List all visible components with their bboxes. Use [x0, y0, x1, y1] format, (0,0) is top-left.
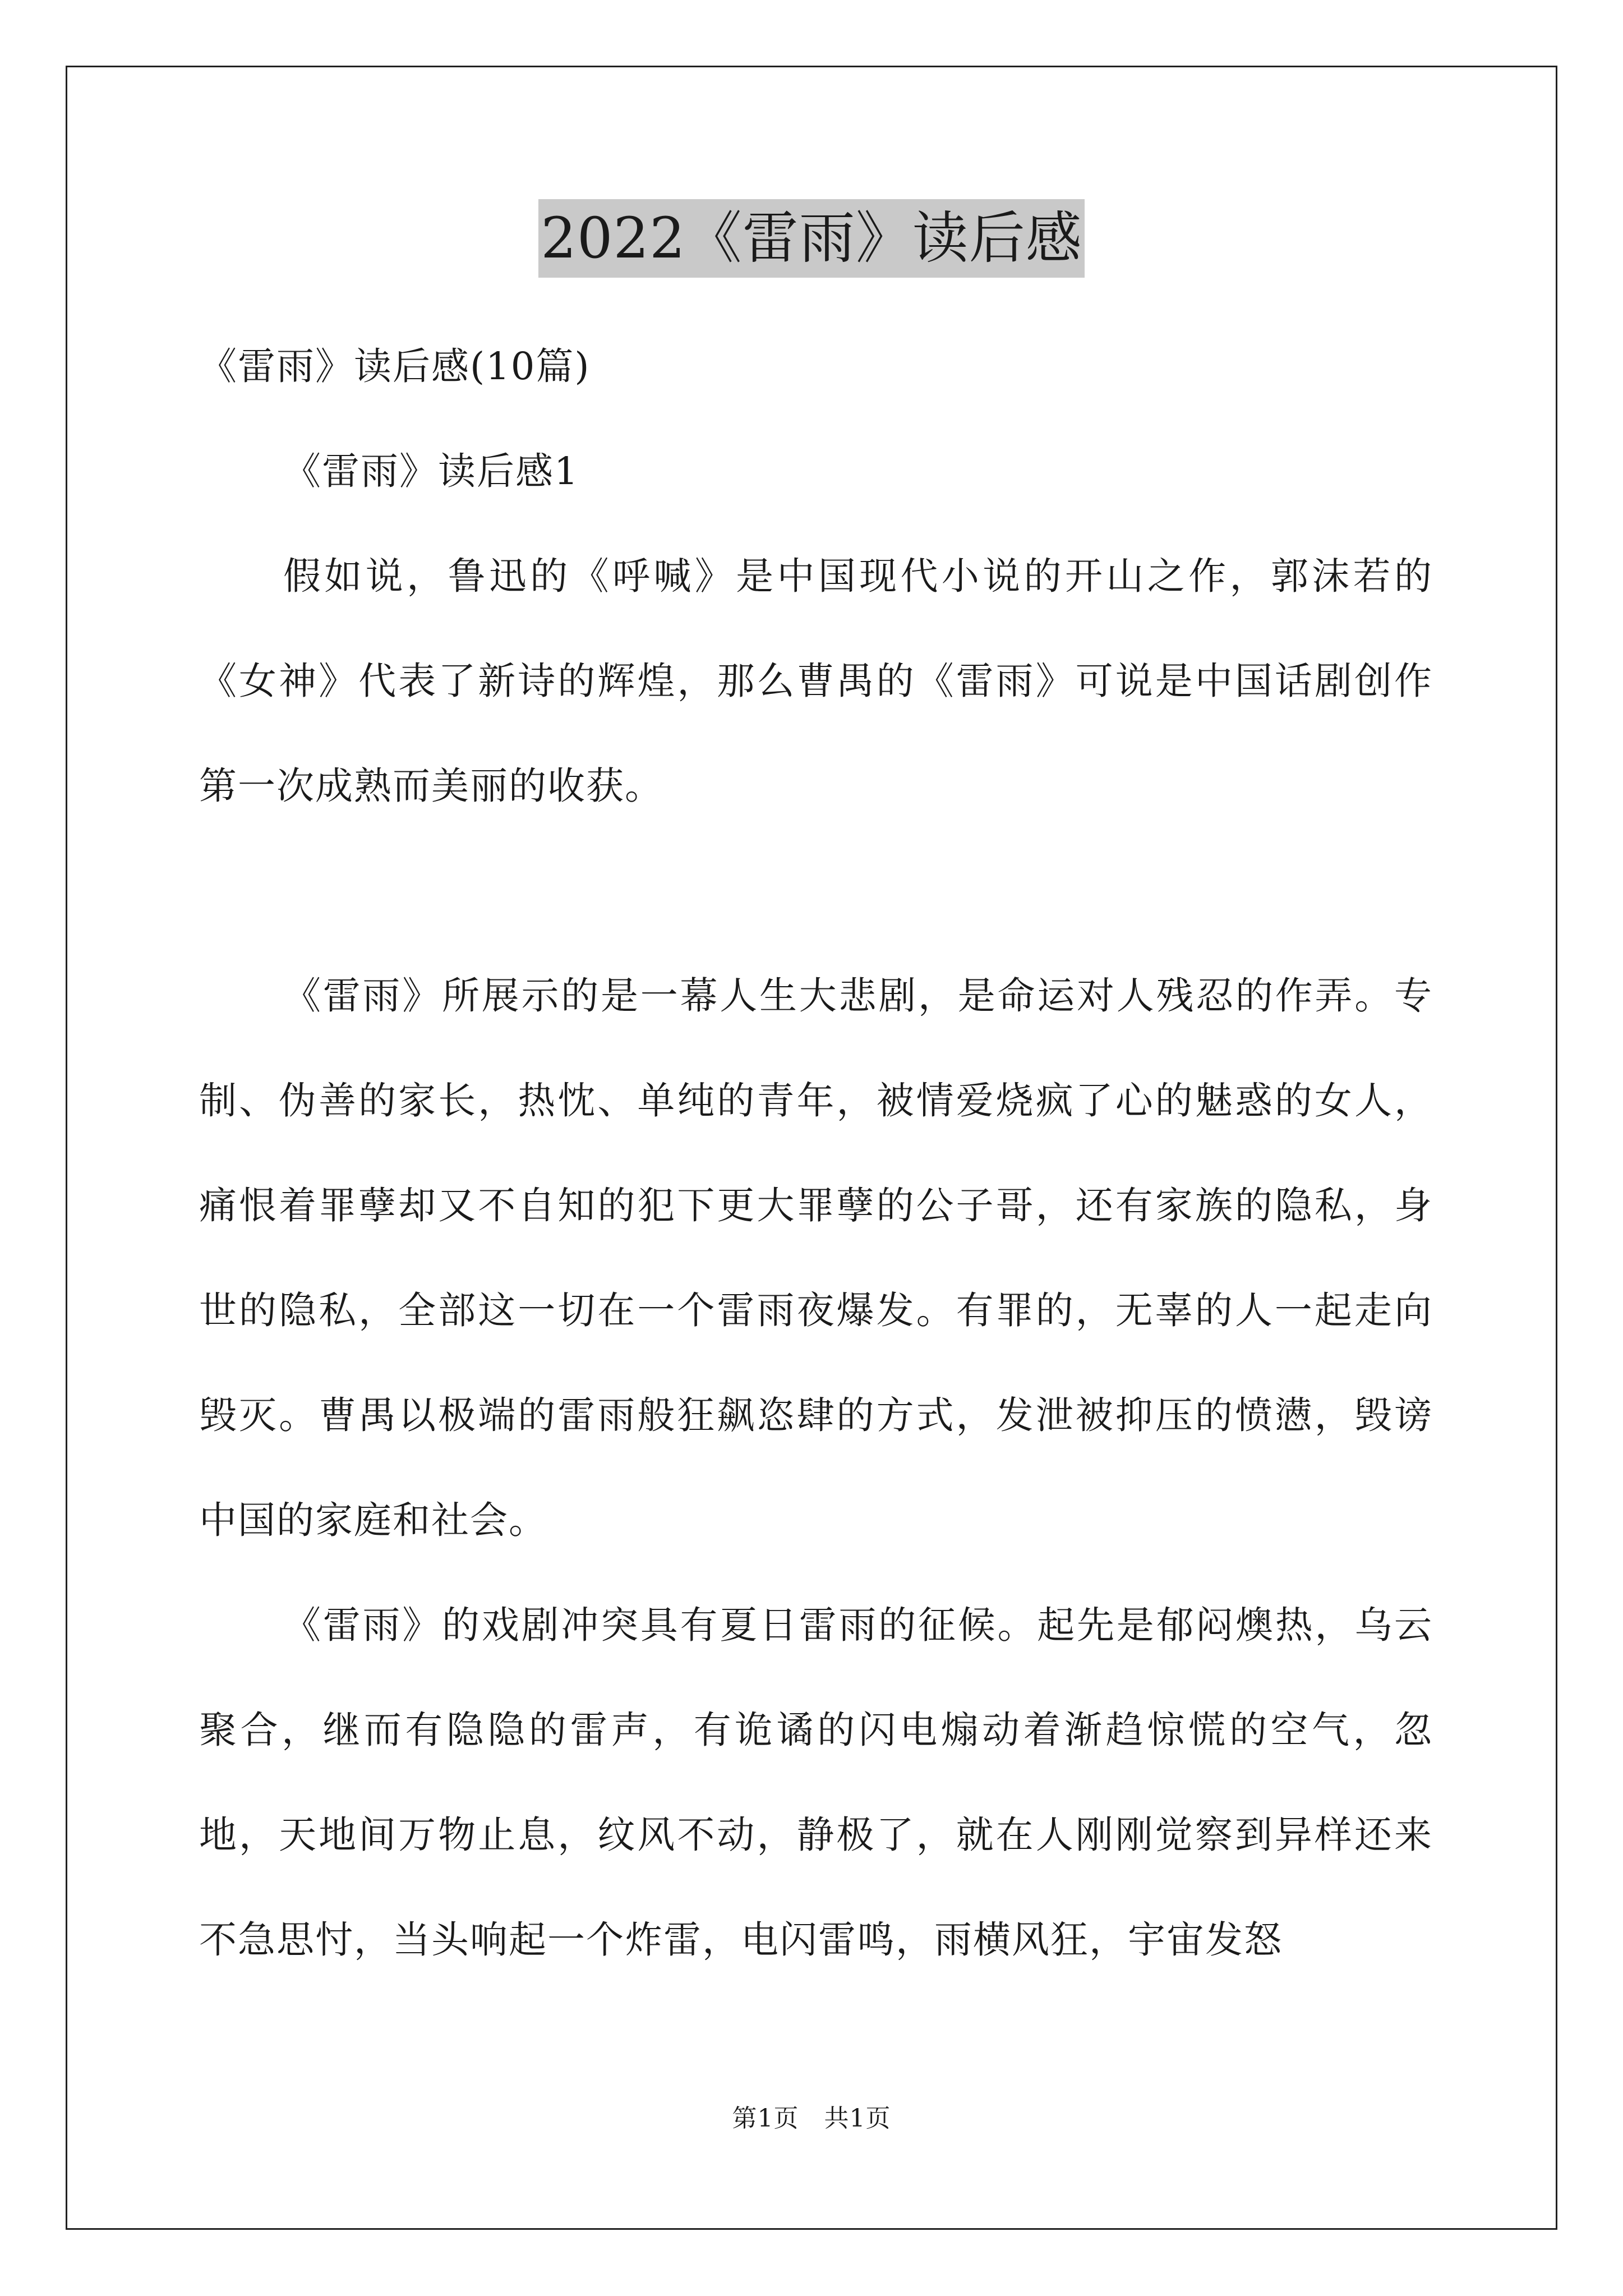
document-body — [199, 314, 1433, 1993]
paragraph-1: 假如说，鲁迅的《呼喊》是中国现代小说的开山之作，郭沫若的《女神》代表了新诗的辉煌，那么曹禺的《雷雨》可说是中国话剧创作第一次成熟而美丽的收获。 — [199, 554, 1433, 808]
paragraph-2: 《雷雨》所展示的是一幕人生大悲剧，是命运对人残忍的作弄。专制、伪善的家长，热忱、单纯的青年，被情爱烧疯了心的魅惑的女人，痛恨着罪孽却又不自知的犯下更大罪孽的公子哥，还有家族的隐私，身世的隐私，全部这一切在一个雷雨夜爆发。有罪的，无辜的人一起走向毁灭。曹禺以极端的雷雨般狂飙恣肆的方式，发泄被抑压的愤懑，毁谤中国的家庭和社会。 — [199, 974, 1433, 1542]
page-footer: 第1页 共1页 — [732, 2104, 891, 2133]
paragraph-3: 《雷雨》的戏剧冲突具有夏日雷雨的征候。起先是郁闷燠热，乌云聚合，继而有隐隐的雷声，有诡谲的闪电煽动着渐趋惊慌的空气，忽地，天地间万物止息，纹风不动，静极了，就在人刚刚觉察到异样还来不急思忖，当头响起一个炸雷，电闪雷鸣，雨横风狂，宇宙发怒 — [199, 1603, 1433, 1962]
title-container — [0, 199, 1623, 278]
section-heading: 《雷雨》读后感1 — [283, 449, 579, 493]
document-subtitle: 《雷雨》读后感(10篇) — [199, 344, 591, 388]
document-title: 2022《雷雨》读后感 — [538, 199, 1085, 278]
blank-line — [199, 839, 1433, 944]
